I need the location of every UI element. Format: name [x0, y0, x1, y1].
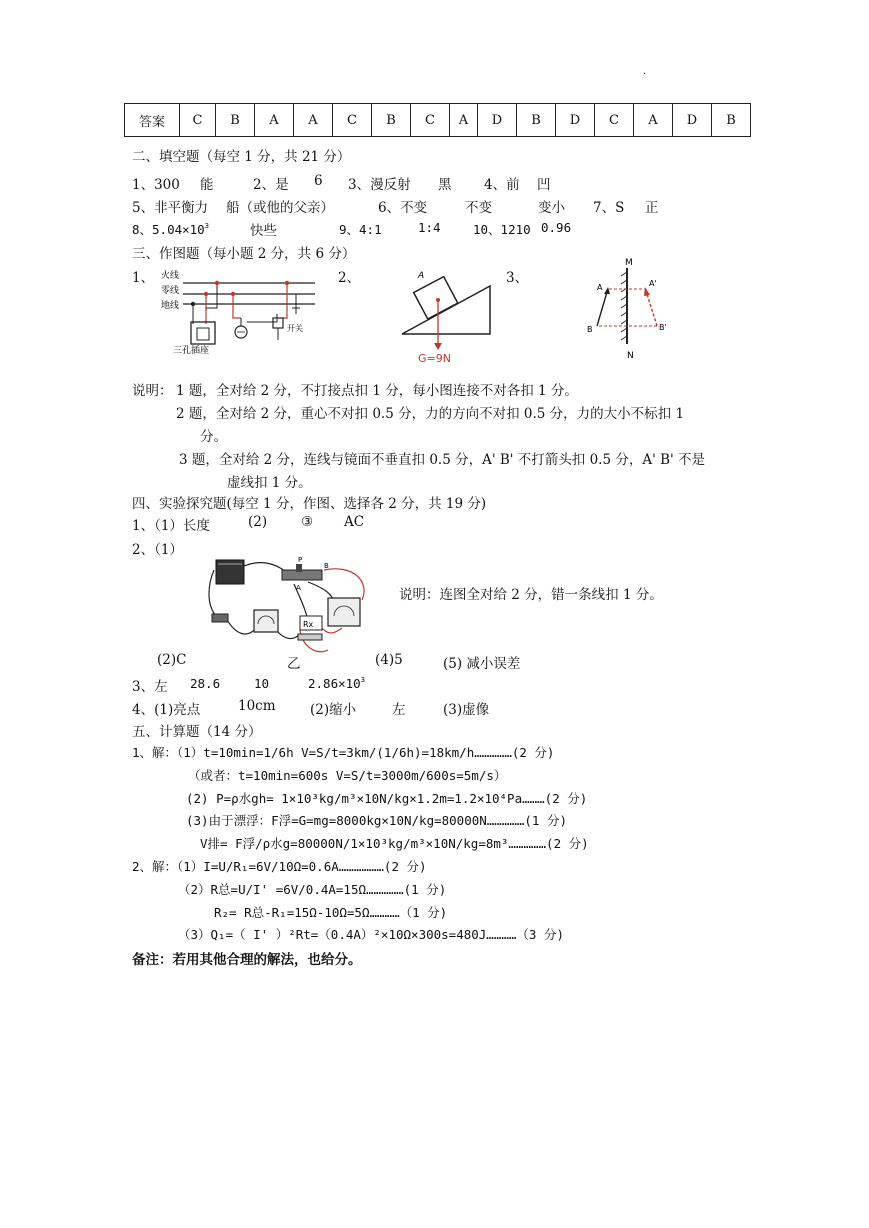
wire — [226, 618, 256, 634]
resistor-label: Rx — [303, 620, 314, 629]
junction-dot — [285, 281, 289, 285]
table-row — [125, 104, 751, 137]
answer-cell: D — [478, 104, 517, 137]
answer-item: 1、（1）长度 — [132, 518, 210, 534]
note-label: 说明： — [132, 383, 173, 399]
answer-item: 乙 — [287, 656, 301, 672]
switch-live-lead — [282, 283, 287, 318]
solution-line: （2）R总=U/I' =6V/0.4A=15Ω……………(1 分) — [178, 882, 447, 897]
ground-wire-label: 地线 — [161, 301, 180, 311]
answer-item: 3、左 — [132, 679, 168, 695]
mirror-bottom-label: N — [627, 351, 634, 361]
wiring-diagram — [155, 266, 320, 358]
answer-item: (2) — [248, 514, 268, 530]
note-text: 说明：连图全对给 2 分，错一条线扣 1 分。 — [399, 587, 663, 603]
answer-item: 6、不变 — [378, 200, 428, 216]
note-text: 3 题，全对给 2 分，连线与镜面不垂直扣 0.5 分，A' B' 不打箭头扣 0.5 分，A' B' 不是 — [179, 452, 706, 468]
answer-cell: A — [255, 104, 294, 137]
circuit-diagram — [204, 554, 372, 666]
answer-item: 4、前 — [484, 177, 520, 193]
lamp-neutral-lead — [233, 294, 241, 318]
answer-item: 7、S — [593, 200, 625, 216]
answer-item: 10cm — [238, 698, 276, 714]
resistor-base — [298, 634, 322, 640]
answer-item: 船（或他的父亲） — [226, 200, 334, 216]
object-arrow-head — [604, 287, 610, 294]
junction-dot — [215, 281, 219, 285]
table-header-cell: 答案 — [125, 104, 180, 137]
answer-item: (5) 减小误差 — [443, 656, 521, 672]
answer-cell: A — [634, 104, 673, 137]
solution-line: （3）Q₁=（ I' ）²Rt=（0.4A）²×10Ω×300s=480J…………（3 分) — [178, 927, 564, 942]
answer-item: 凹 — [537, 177, 551, 193]
answer-item: 3、漫反射 — [348, 177, 411, 193]
answer-item: 2、（1） — [132, 542, 183, 558]
item-number: 3、 — [506, 270, 529, 286]
point-a1-label: A' — [649, 279, 657, 288]
incline-diagram — [398, 266, 494, 366]
junction-dot — [204, 292, 208, 296]
switch-box — [273, 318, 283, 328]
answer-cell: A — [450, 104, 478, 137]
answer-item: 左 — [392, 702, 406, 718]
item-number: 2、 — [338, 270, 361, 286]
answer-item: 正 — [645, 200, 659, 216]
answer-item: 28.6 — [190, 676, 221, 691]
answer-item: 0.96 — [541, 220, 572, 235]
answer-item: 2、是 — [253, 177, 289, 193]
solution-line: 1、解：（1）t=10min=1/6h V=S/t=3km/(1/6h)=18km/h……………(2 分) — [132, 745, 555, 760]
solution-line: (3)由于漂浮：F浮=G=mg=8000kg×10N/kg=80000N……………(1 分) — [186, 813, 568, 828]
answer-item: ③ — [301, 514, 314, 530]
note-text: 虚线扣 1 分。 — [227, 475, 312, 491]
solution-line: V排= F浮/ρ水g=80000N/1×10³kg/m³×10N/kg=8m³……………(2 分) — [200, 836, 589, 851]
wire — [244, 563, 286, 572]
exponent: 3 — [360, 676, 365, 684]
answer-item: 能 — [200, 177, 214, 193]
red-wire — [320, 626, 342, 633]
answer-cell: B — [517, 104, 556, 137]
point-b1-label: B' — [659, 323, 667, 332]
switch-label: 开关 — [287, 324, 303, 333]
junction-dot — [191, 302, 195, 306]
ammeter-icon — [254, 610, 278, 632]
answer-item: 快些 — [250, 223, 277, 239]
section-title: 三、作图题（每小题 2 分，共 6 分） — [132, 246, 356, 262]
live-wire-label: 火线 — [161, 271, 180, 281]
section-title: 五、计算题（14 分） — [132, 724, 262, 740]
answer-cell: D — [673, 104, 712, 137]
answer-item: 10、1210 — [473, 222, 531, 237]
object-arrow — [597, 292, 607, 326]
terminal-a-label: A — [296, 584, 301, 592]
point-b-label: B — [587, 325, 593, 334]
item-number: 1、 — [132, 270, 155, 286]
answer-cell: C — [595, 104, 634, 137]
answer-cell: C — [333, 104, 372, 137]
block-label: A — [418, 271, 425, 281]
note-text: 分。 — [200, 429, 227, 445]
answer-item: (2)C — [157, 652, 187, 668]
answer-item: 1:4 — [418, 220, 441, 235]
answer-cell: C — [180, 104, 216, 137]
answer-item: 1、300 — [132, 177, 180, 193]
answer-item: 9、4:1 — [339, 222, 382, 237]
block-a — [414, 277, 458, 319]
answer-item: 10 — [254, 676, 270, 691]
slider-p-label: P — [298, 556, 303, 564]
solution-line: R₂= R总-R₁=15Ω-10Ω=5Ω…………（1 分) — [214, 905, 448, 920]
answer-item: 黑 — [438, 177, 452, 193]
answer-item: 不变 — [465, 200, 492, 216]
answer-item: AC — [344, 514, 365, 530]
answer-item — [132, 220, 209, 238]
voltmeter-icon — [328, 598, 360, 626]
terminal-b-label: B — [324, 562, 329, 570]
image-arrow — [647, 294, 657, 326]
solution-line: （或者：t=10min=600s V=S/t=3000m/600s=5m/s） — [188, 768, 507, 783]
answer-item: 4、(1)亮点 — [132, 702, 201, 718]
block-group — [414, 277, 458, 319]
section-title: 四、实验探究题(每空 1 分，作图、选择各 2 分，共 19 分) — [132, 496, 487, 512]
socket-label: 三孔插座 — [173, 346, 210, 356]
answer-cell: B — [216, 104, 255, 137]
neutral-wire-label: 零线 — [161, 286, 180, 296]
answer-item: 5、非平衡力 — [132, 200, 209, 216]
answer-item: 变小 — [538, 200, 565, 216]
answer-item — [308, 676, 365, 691]
corner-dot: . — [643, 66, 647, 77]
answer-cell: D — [556, 104, 595, 137]
switch-icon — [212, 614, 228, 622]
image-arrow-head — [644, 287, 650, 296]
note-text: 2 题，全对给 2 分，重心不对扣 0.5 分，力的方向不对扣 0.5 分，力的大小不标扣 1 — [176, 406, 685, 422]
exponent: 3 — [204, 222, 209, 230]
socket-box — [191, 322, 215, 344]
answer-item: 6 — [314, 173, 323, 189]
answer-cell: A — [294, 104, 333, 137]
mirror-top-label: M — [625, 258, 633, 268]
solution-line: (2) P=ρ水gh= 1×10³kg/m³×10N/kg×1.2m=1.2×10⁴Pa………(2 分) — [186, 791, 588, 806]
note-text: 1 题，全对给 2 分，不打接点扣 1 分，每小图连接不对各扣 1 分。 — [176, 383, 578, 399]
answer-cell: B — [712, 104, 751, 137]
gravity-label: G=9N — [418, 352, 451, 365]
socket-face — [197, 328, 209, 340]
answer-item: (2)缩小 — [310, 702, 357, 718]
junction-dot — [231, 292, 235, 296]
wire — [209, 570, 216, 616]
section-title: 二、填空题（每空 1 分，共 21 分） — [132, 149, 351, 165]
gravity-arrow-head — [434, 343, 442, 350]
red-wire — [300, 630, 328, 652]
rheostat-slider — [296, 564, 302, 572]
point-a-label: A — [597, 283, 603, 292]
value-text: 2.86×10 — [308, 676, 361, 691]
answer-table — [124, 103, 751, 137]
value-text: 8、5.04×10 — [132, 222, 205, 237]
answer-cell: C — [411, 104, 450, 137]
remark: 备注：若用其他合理的解法，也给分。 — [132, 952, 362, 968]
answer-cell: B — [372, 104, 411, 137]
solution-line: 2、解：（1）I=U/R₁=6V/10Ω=0.6A………………(2 分) — [132, 859, 427, 874]
answer-item: (3)虚像 — [443, 702, 490, 718]
answer-item: (4)5 — [375, 652, 403, 668]
mirror-diagram — [583, 254, 673, 362]
